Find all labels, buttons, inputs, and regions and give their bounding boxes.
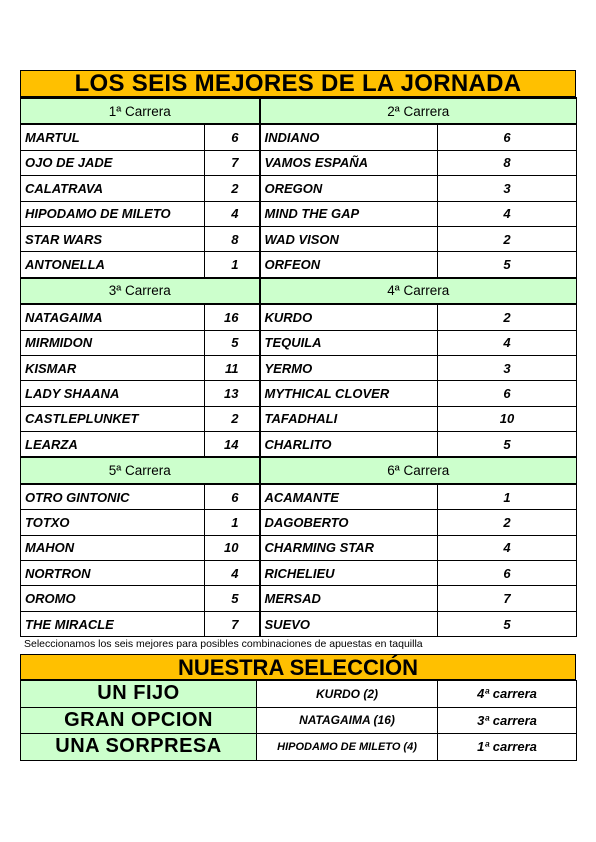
runner-name: MARTUL (21, 124, 205, 150)
runner-row (21, 586, 577, 611)
selection-section (20, 654, 576, 761)
runner-number: 5 (205, 330, 260, 355)
pick-race: 1ª carrera (438, 734, 577, 761)
runner-name: LADY SHAANA (21, 381, 205, 406)
runner-number: 2 (205, 176, 260, 201)
runner-name: CASTLEPLUNKET (21, 406, 205, 431)
selection-row (21, 681, 577, 708)
runner-number: 2 (205, 406, 260, 431)
runner-row (21, 252, 577, 278)
race-header: 1ª Carrera (21, 98, 260, 124)
runner-name: VAMOS ESPAÑA (260, 150, 438, 175)
runner-name: SUEVO (260, 611, 438, 636)
runner-name: TEQUILA (260, 330, 438, 355)
runner-name: NORTRON (21, 561, 205, 586)
runner-number: 14 (205, 432, 260, 458)
runner-number: 5 (438, 252, 577, 278)
runner-row (21, 226, 577, 251)
runner-name: KISMAR (21, 355, 205, 380)
race-header-row (21, 98, 577, 124)
runner-row (21, 330, 577, 355)
runner-name: MYTHICAL CLOVER (260, 381, 438, 406)
runner-number: 4 (438, 201, 577, 226)
runner-name: MIND THE GAP (260, 201, 438, 226)
races-sheet (20, 70, 576, 637)
runner-number: 4 (205, 561, 260, 586)
runner-number: 10 (438, 406, 577, 431)
runner-number: 6 (438, 561, 577, 586)
runner-name: TOTXO (21, 510, 205, 535)
race-header: 3ª Carrera (21, 278, 260, 304)
runner-number: 2 (438, 226, 577, 251)
selection-row (21, 707, 577, 734)
runner-name: WAD VISON (260, 226, 438, 251)
runner-name: THE MIRACLE (21, 611, 205, 636)
race-header: 6ª Carrera (260, 457, 577, 483)
runner-number: 6 (438, 381, 577, 406)
runner-number: 7 (438, 586, 577, 611)
runner-name: STAR WARS (21, 226, 205, 251)
selection-note: Seleccionamos los seis mejores para posibles combinaciones de apuestas en taquilla (24, 638, 423, 650)
pick-race: 3ª carrera (438, 707, 577, 734)
runner-name: MIRMIDON (21, 330, 205, 355)
races-table (20, 97, 577, 637)
selection-row (21, 734, 577, 761)
selection-title: NUESTRA SELECCIÓN (20, 654, 576, 680)
runner-row (21, 176, 577, 201)
runner-number: 3 (438, 355, 577, 380)
runner-number: 7 (205, 611, 260, 636)
page-title: LOS SEIS MEJORES DE LA JORNADA (20, 70, 576, 97)
runner-name: YERMO (260, 355, 438, 380)
pick-label: GRAN OPCION (21, 707, 257, 734)
runner-number: 6 (438, 124, 577, 150)
runner-row (21, 355, 577, 380)
runner-name: INDIANO (260, 124, 438, 150)
runner-name: NATAGAIMA (21, 304, 205, 330)
runner-row (21, 432, 577, 458)
pick-horse: KURDO (2) (257, 681, 438, 708)
runner-row (21, 535, 577, 560)
runner-row (21, 484, 577, 510)
runner-name: OREGON (260, 176, 438, 201)
race-header-row (21, 278, 577, 304)
pick-label: UNA SORPRESA (21, 734, 257, 761)
runner-row (21, 611, 577, 636)
runner-name: ANTONELLA (21, 252, 205, 278)
runner-number: 10 (205, 535, 260, 560)
runner-number: 5 (438, 611, 577, 636)
race-header-row (21, 457, 577, 483)
runner-number: 1 (205, 510, 260, 535)
runner-name: MERSAD (260, 586, 438, 611)
runner-row (21, 561, 577, 586)
runner-number: 4 (205, 201, 260, 226)
pick-race: 4ª carrera (438, 681, 577, 708)
runner-number: 4 (438, 330, 577, 355)
runner-name: CHARMING STAR (260, 535, 438, 560)
runner-number: 6 (205, 484, 260, 510)
runner-row (21, 124, 577, 150)
runner-name: KURDO (260, 304, 438, 330)
runner-number: 8 (205, 226, 260, 251)
runner-row (21, 150, 577, 175)
pick-label: UN FIJO (21, 681, 257, 708)
runner-row (21, 304, 577, 330)
runner-number: 16 (205, 304, 260, 330)
race-header: 4ª Carrera (260, 278, 577, 304)
runner-name: ACAMANTE (260, 484, 438, 510)
pick-horse: HIPODAMO DE MILETO (4) (257, 734, 438, 761)
runner-number: 13 (205, 381, 260, 406)
runner-number: 2 (438, 304, 577, 330)
runner-row (21, 381, 577, 406)
runner-row (21, 406, 577, 431)
runner-number: 5 (205, 586, 260, 611)
runner-number: 1 (205, 252, 260, 278)
runner-number: 11 (205, 355, 260, 380)
runner-name: OTRO GINTONIC (21, 484, 205, 510)
runner-row (21, 201, 577, 226)
runner-name: CHARLITO (260, 432, 438, 458)
runner-name: HIPODAMO DE MILETO (21, 201, 205, 226)
runner-number: 8 (438, 150, 577, 175)
runner-number: 5 (438, 432, 577, 458)
race-header: 2ª Carrera (260, 98, 577, 124)
pick-horse: NATAGAIMA (16) (257, 707, 438, 734)
runner-name: ORFEON (260, 252, 438, 278)
runner-name: TAFADHALI (260, 406, 438, 431)
runner-name: LEARZA (21, 432, 205, 458)
runner-name: MAHON (21, 535, 205, 560)
runner-name: OJO DE JADE (21, 150, 205, 175)
race-header: 5ª Carrera (21, 457, 260, 483)
runner-number: 6 (205, 124, 260, 150)
runner-number: 4 (438, 535, 577, 560)
selection-table (20, 680, 577, 761)
runner-name: OROMO (21, 586, 205, 611)
runner-number: 3 (438, 176, 577, 201)
runner-row (21, 510, 577, 535)
runner-name: CALATRAVA (21, 176, 205, 201)
runner-name: RICHELIEU (260, 561, 438, 586)
runner-number: 2 (438, 510, 577, 535)
runner-number: 1 (438, 484, 577, 510)
runner-name: DAGOBERTO (260, 510, 438, 535)
runner-number: 7 (205, 150, 260, 175)
